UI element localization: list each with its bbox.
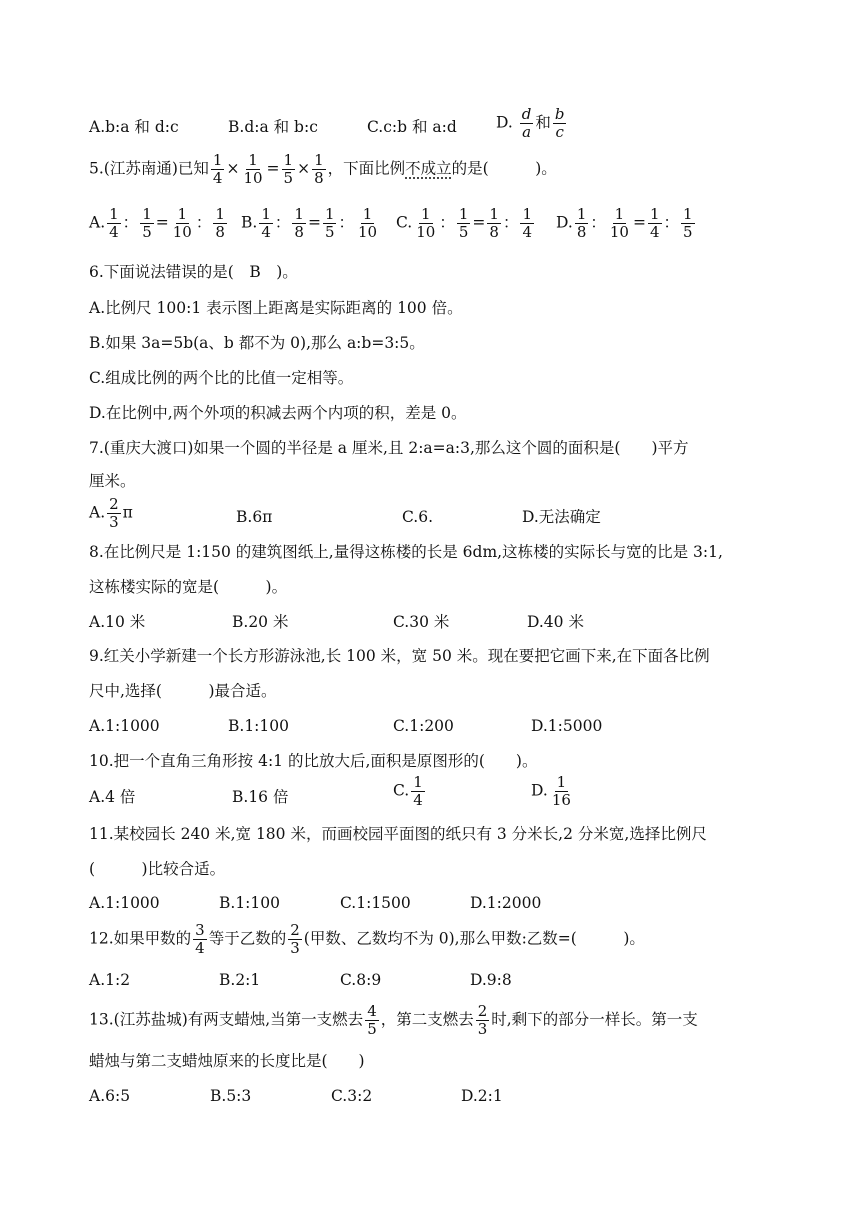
q12-fraction-3-4: $\frac{3}{4}$ (195, 921, 205, 957)
q11-stem-line1: 11.某校园长 240 米,宽 180 米，而画校园平面图的纸只有 3 分米长,2 分米宽,选择比例尺 (89, 825, 707, 843)
q10-option-b: B.16 倍 (232, 788, 289, 806)
q5-emphasis: 不成立 (405, 159, 452, 178)
q8-stem-line2: 这栋楼实际的宽是( )。 (89, 578, 288, 596)
q13-option-b: B.5:3 (210, 1087, 252, 1105)
q10-option-d: D. $\frac{1}{16}$ (531, 773, 571, 809)
q7-stem-line1: 7.(重庆大渡口)如果一个圆的半径是 a 厘米,且 2:a=a:3,那么这个圆的面积是( )平方 (89, 439, 689, 457)
q4-option-d-and: 和 (535, 113, 551, 132)
q10-option-c-fraction: $\frac{1}{4}$ (413, 773, 423, 809)
q5-option-d-fraction: $\frac{1}{10}$ (609, 205, 629, 241)
q8-option-c: C.30 米 (393, 613, 450, 631)
q5-option-a-fraction: $\frac{1}{4}$ (109, 205, 119, 241)
q5-option-b-fraction: $\frac{1}{4}$ (261, 205, 271, 241)
q5-option-c: C. $\frac{1}{10}$ ： $\frac{1}{5}$ = $\frac{1}{8}$ ： $\frac{1}{4}$ (396, 205, 532, 241)
q11-option-a: A.1:1000 (89, 894, 160, 912)
q5-fraction-1-4: $\frac{1}{4}$ (212, 151, 223, 187)
q12-fraction-2-3: $\frac{2}{3}$ (290, 921, 300, 957)
q6-option-a: A.比例尺 100:1 表示图上距离是实际距离的 100 倍。 (89, 299, 463, 317)
q13-stem-line2: 蜡烛与第二支蜡烛原来的长度比是( ) (89, 1052, 365, 1070)
q10-option-d-fraction: $\frac{1}{16}$ (551, 773, 571, 809)
q4-option-d-fraction-2: $\frac{b}{c}$ (554, 105, 565, 141)
q5-option-d-fraction: $\frac{1}{5}$ (683, 205, 693, 241)
q12-option-d: D.9:8 (470, 971, 512, 989)
q5-option-b-fraction: $\frac{1}{5}$ (324, 205, 335, 241)
q5-option-c-fraction: $\frac{1}{5}$ (458, 205, 469, 241)
q10-option-c: C. $\frac{1}{4}$ (393, 773, 423, 809)
q13-option-a: A.6:5 (89, 1087, 131, 1105)
q11-option-d: D.1:2000 (470, 894, 542, 912)
q13-option-d: D.2:1 (461, 1087, 503, 1105)
q6-option-d: D.在比例中,两个外项的积减去两个内项的积，差是 0。 (89, 404, 467, 422)
q4-option-c: C.c:b 和 a:d (367, 118, 457, 136)
q7-option-c: C.6. (402, 508, 434, 526)
q5-option-b: B. $\frac{1}{4}$ ： $\frac{1}{8}$ = $\frac{1}{5}$ ： $\frac{1}{10}$ (241, 205, 378, 241)
q6-option-b: B.如果 3a=5b(a、b 都不为 0),那么 a:b=3:5。 (89, 334, 425, 352)
q5-stem: 5.(江苏南通)已知 $\frac{1}{4}$ × $\frac{1}{10}$ = $\frac{1}{5}$ × $\frac{1}{8}$ ，下面比例不成立的是( )。 (89, 151, 557, 187)
q6-option-c: C.组成比例的两个比的比值一定相等。 (89, 369, 354, 387)
q4-option-d-fraction-1: $\frac{d}{a}$ (521, 105, 532, 141)
q5-option-a: A. $\frac{1}{4}$ ： $\frac{1}{5}$ = $\frac{1}{10}$ ： $\frac{1}{8}$ (89, 205, 225, 241)
q9-option-d: D.1:5000 (531, 717, 603, 735)
q5-option-b-fraction: $\frac{1}{10}$ (358, 205, 378, 241)
q5-option-a-fraction: $\frac{1}{10}$ (172, 205, 192, 241)
q6-stem: 6.下面说法错误的是( B )。 (89, 263, 298, 281)
q11-option-c: C.1:1500 (340, 894, 411, 912)
q5-fraction-1-8: $\frac{1}{8}$ (314, 151, 324, 187)
q8-option-d: D.40 米 (527, 613, 584, 631)
q5-option-d-fraction: $\frac{1}{8}$ (576, 205, 587, 241)
q7-option-d: D.无法确定 (522, 508, 601, 526)
q11-stem-line2: ( )比较合适。 (89, 860, 226, 878)
q5-option-c-fraction: $\frac{1}{8}$ (489, 205, 499, 241)
q8-option-a: A.10 米 (89, 613, 146, 631)
q9-stem-line1: 9.红关小学新建一个长方形游泳池,长 100 米，宽 50 米。现在要把它画下来,在下面各比例 (89, 647, 710, 665)
q13-stem-line1: 13.(江苏盐城)有两支蜡烛,当第一支燃去 $\frac{4}{5}$ ，第二支燃去 $\frac{2}{3}$ 时,剩下的部分一样长。第一支 (89, 1002, 698, 1038)
q4-option-d-label: D. (496, 113, 513, 132)
q13-fraction-4-5: $\frac{4}{5}$ (367, 1002, 377, 1038)
q4-option-a: A.b:a 和 d:c (89, 118, 179, 136)
q8-option-b: B.20 米 (232, 613, 289, 631)
q5-fraction-1-5: $\frac{1}{5}$ (283, 151, 294, 187)
q7-option-b: B.6π (236, 508, 273, 526)
q7-option-a-fraction: $\frac{2}{3}$ (109, 495, 119, 531)
q9-stem-line2: 尺中,选择( )最合适。 (89, 682, 277, 700)
q13-option-c: C.3:2 (331, 1087, 373, 1105)
q9-option-c: C.1:200 (393, 717, 454, 735)
q11-option-b: B.1:100 (219, 894, 280, 912)
q5-fraction-1-10: $\frac{1}{10}$ (243, 151, 263, 187)
q9-option-a: A.1:1000 (89, 717, 160, 735)
q5-option-c-fraction: $\frac{1}{4}$ (522, 205, 532, 241)
q7-option-a: A. $\frac{2}{3}$ π (89, 495, 133, 531)
q4-option-b: B.d:a 和 b:c (228, 118, 318, 136)
q9-option-b: B.1:100 (228, 717, 289, 735)
q5-option-d: D. $\frac{1}{8}$ ： $\frac{1}{10}$ = $\frac{1}{4}$ ： $\frac{1}{5}$ (556, 205, 693, 241)
q5-option-a-fraction: $\frac{1}{8}$ (215, 205, 225, 241)
q10-option-a: A.4 倍 (89, 788, 136, 806)
q7-stem-line2: 厘米。 (89, 472, 136, 490)
q10-stem: 10.把一个直角三角形按 4:1 的比放大后,面积是原图形的( )。 (89, 752, 538, 770)
q5-option-d-fraction: $\frac{1}{4}$ (649, 205, 660, 241)
q12-stem: 12.如果甲数的 $\frac{3}{4}$ 等于乙数的 $\frac{2}{3}$ (甲数、乙数均不为 0),那么甲数:乙数=( )。 (89, 921, 645, 957)
q5-option-b-fraction: $\frac{1}{8}$ (294, 205, 304, 241)
q12-option-c: C.8:9 (340, 971, 382, 989)
q5-option-a-fraction: $\frac{1}{5}$ (142, 205, 152, 241)
q8-stem-line1: 8.在比例尺是 1:150 的建筑图纸上,量得这栋楼的长是 6dm,这栋楼的实际长与宽的比是 3:1, (89, 543, 723, 561)
q12-option-a: A.1:2 (89, 971, 131, 989)
q4-option-d (496, 106, 568, 141)
q12-option-b: B.2:1 (219, 971, 261, 989)
q13-fraction-2-3: $\frac{2}{3}$ (477, 1002, 488, 1038)
q5-option-c-fraction: $\frac{1}{10}$ (416, 205, 436, 241)
